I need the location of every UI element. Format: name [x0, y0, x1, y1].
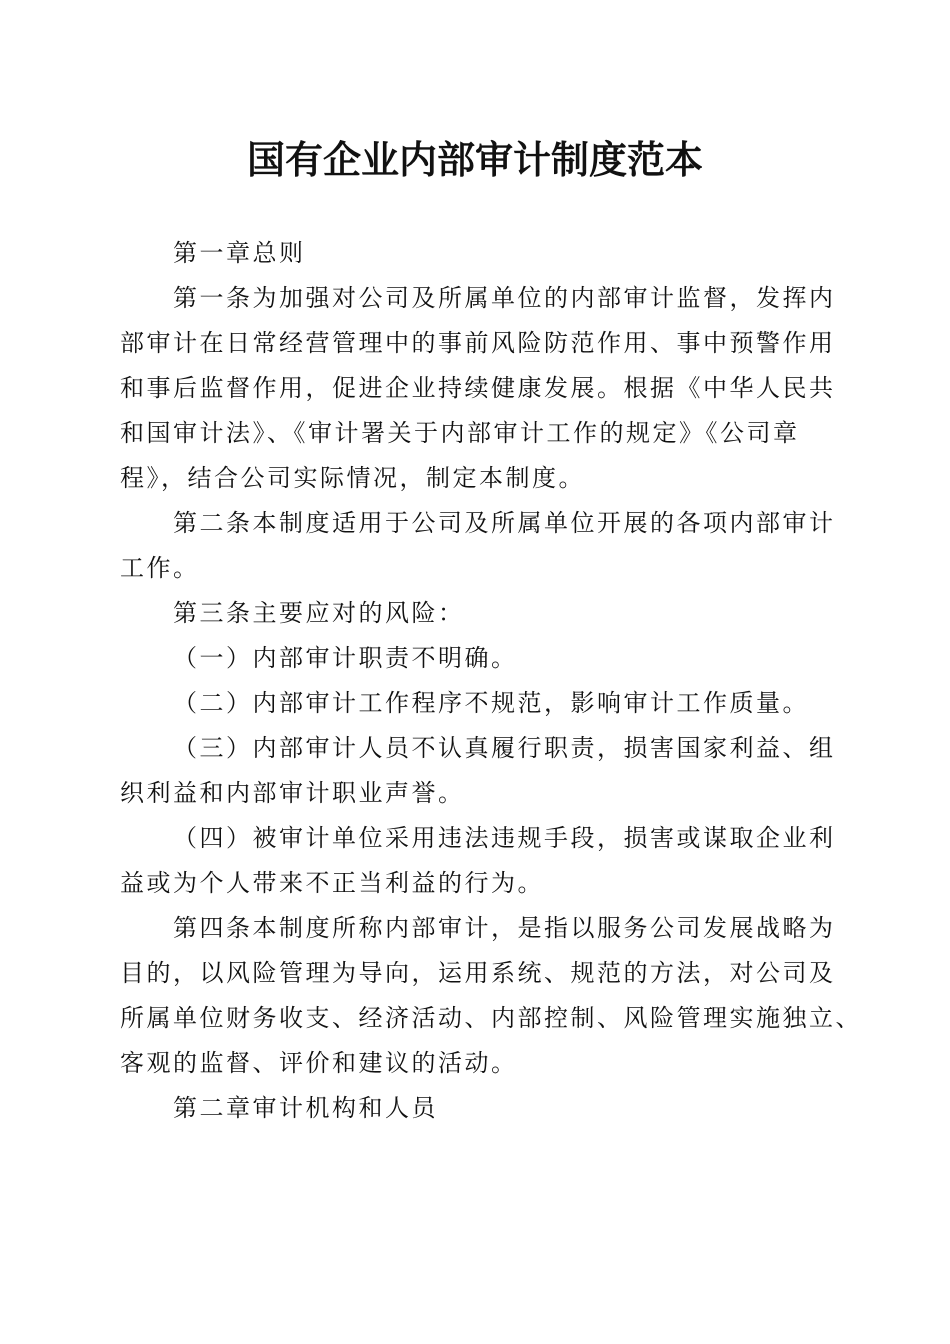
text-line: 第一条为加强对公司及所属单位的内部审计监督，发挥内	[173, 284, 836, 312]
text-line: 和事后监督作用，促进企业持续健康发展。根据《中华人民共	[120, 374, 836, 402]
text-line: 第三条主要应对的风险：	[173, 599, 465, 627]
text-line: （一）内部审计职责不明确。	[173, 644, 518, 672]
article-paragraph	[120, 501, 836, 591]
text-line: 织利益和内部审计职业声誉。	[120, 779, 465, 807]
text-line: （三）内部审计人员不认真履行职责，损害国家利益、组	[173, 734, 836, 762]
text-line: 目的，以风险管理为导向，运用系统、规范的方法，对公司及	[120, 959, 836, 987]
document-title: 国有企业内部审计制度范本	[246, 138, 703, 182]
text-line: 第四条本制度所称内部审计，是指以服务公司发展战略为	[173, 914, 836, 942]
text-line: （四）被审计单位采用违法违规手段，损害或谋取企业利	[173, 824, 836, 852]
text-line: 和国审计法》、《审计署关于内部审计工作的规定》《公司章	[120, 419, 800, 447]
text-line: 第二条本制度适用于公司及所属单位开展的各项内部审计	[173, 509, 836, 537]
text-line: 程》，结合公司实际情况，制定本制度。	[120, 464, 585, 492]
text-line: 部审计在日常经营管理中的事前风险防范作用、事中预警作用	[120, 329, 836, 357]
text-line: 所属单位财务收支、经济活动、内部控制、风险管理实施独立、	[120, 1004, 862, 1032]
chapter-heading	[120, 231, 832, 276]
article-paragraph	[120, 906, 862, 1086]
text-line: 客观的监督、评价和建议的活动。	[120, 1049, 518, 1077]
article-paragraph	[120, 276, 836, 501]
chapter-heading	[120, 1086, 832, 1131]
text-line: 工作。	[120, 554, 200, 582]
list-item	[120, 636, 832, 681]
list-item	[120, 816, 836, 906]
text-line: （二）内部审计工作程序不规范，影响审计工作质量。	[173, 689, 809, 717]
article-paragraph	[120, 591, 832, 636]
list-item	[120, 726, 836, 816]
list-item	[120, 681, 832, 726]
text-line: 第一章总则	[173, 239, 306, 267]
text-line: 益或为个人带来不正当利益的行为。	[120, 869, 544, 897]
document-body	[120, 231, 862, 1131]
text-line: 第二章审计机构和人员	[173, 1094, 438, 1122]
